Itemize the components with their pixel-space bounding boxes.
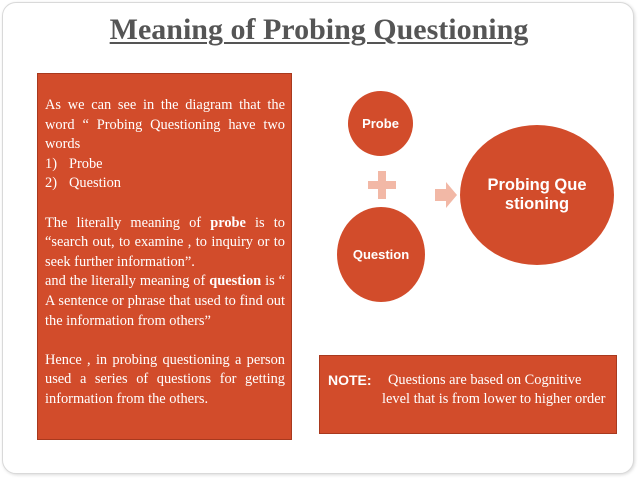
result-circle-label: Probing Questioning: [487, 176, 587, 213]
question-definition-body: is “ A sentence or phrase that used to find out the information from others”: [45, 273, 285, 329]
probe-definition-body: is to “search out, to examine , to inquiry or to seek further information”.: [45, 214, 285, 270]
list-number: 1): [45, 155, 57, 172]
explanation-panel: [37, 73, 292, 440]
conclusion-text: Hence , in probing questioning a person used a series of questions for getting information from the others.: [45, 351, 285, 407]
plus-icon: [368, 171, 396, 199]
probe-circle: [348, 91, 413, 156]
note-box: [319, 355, 617, 434]
arrow-right-icon: [435, 182, 457, 208]
note-text: Questions are based on Cognitive level that is from lower to higher order: [382, 372, 606, 407]
slide-title-container: [0, 10, 638, 50]
question-definition: [45, 272, 285, 331]
list-item: [45, 174, 285, 194]
intro-text: As we can see in the diagram that the word “ Probing Questioning have two words: [45, 97, 285, 153]
note-label: NOTE:: [328, 372, 372, 388]
list-item: [45, 155, 285, 175]
question-definition-prefix: and the literally meaning of: [45, 273, 210, 290]
question-circle: [337, 207, 425, 302]
question-circle-label: Question: [352, 247, 410, 262]
list-number: 2): [45, 175, 57, 192]
probe-definition-prefix: The literally meaning of: [45, 214, 211, 231]
question-keyword: question: [209, 273, 262, 290]
list-text: Probe: [69, 155, 103, 172]
slide-title: Meaning of Probing Questioning: [109, 13, 529, 46]
result-circle: [460, 125, 614, 265]
probe-definition: [45, 214, 285, 273]
probe-circle-label: Probe: [362, 116, 399, 131]
list-text: Question: [69, 175, 121, 192]
probe-keyword: probe: [210, 214, 246, 231]
